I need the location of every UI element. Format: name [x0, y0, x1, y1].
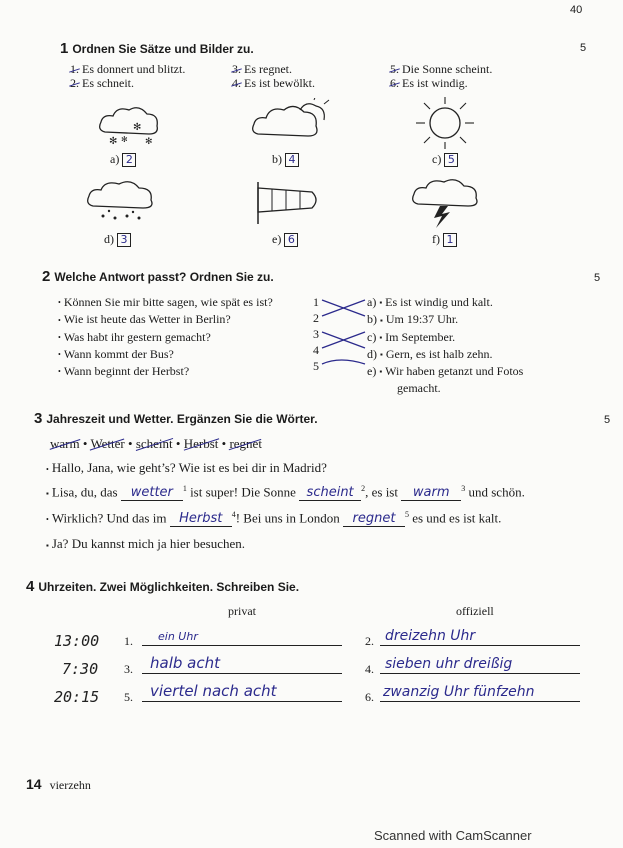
ex2-answer: a) ▪ Es ist windig und kalt. [367, 295, 493, 309]
ex2-question-numbers: 1 2 3 4 5 [313, 295, 319, 373]
ex3-blank-4[interactable]: Herbst [170, 511, 232, 527]
ex1-sentence-3: 3. Es regnet. [232, 62, 292, 76]
ex1-picture-d: d) 3 [104, 232, 131, 247]
ex4-header [26, 578, 299, 596]
ex3-header [34, 410, 318, 428]
svg-text:✻: ✻ [133, 122, 142, 133]
ex4-line-4 [380, 673, 580, 674]
ex2-number: 2 [42, 268, 51, 285]
ex4-line-6 [380, 701, 580, 702]
ex1-picture-b: b) 4 [272, 152, 299, 167]
page-top-number: 40 [570, 4, 583, 16]
ex1-sentence-2: 2. Es schneit. [70, 76, 134, 90]
ex4-answer-2[interactable]: dreizehn Uhr [385, 628, 476, 644]
scanner-watermark: Scanned with CamScanner [374, 828, 532, 843]
ex3-points: 5 [604, 414, 611, 426]
rain-cloud-icon [85, 178, 165, 223]
ex4-line-2 [380, 645, 580, 646]
ex3-blank-2[interactable]: scheint [299, 485, 361, 501]
ex4-number: 4 [26, 578, 35, 595]
ex4-answer-3[interactable]: halb acht [150, 654, 220, 672]
ex4-num-1: 1. [124, 634, 133, 648]
ex3-word-box: warm • Wetter • scheint • Herbst • regnet [50, 436, 262, 451]
ex1-picture-f: f) 1 [432, 232, 457, 247]
ex2-answer: c) ▪ Im September. [367, 329, 456, 344]
ex3-blank-1[interactable]: wetter [121, 485, 183, 501]
ex3-number: 3 [34, 410, 43, 427]
ex4-title: Uhrzeiten. Zwei Möglichkeiten. Schreiben Sie. [38, 580, 300, 594]
ex4-time-2: 7:30 [62, 660, 99, 678]
page-bottom-word: vierzehn [49, 778, 91, 792]
ex2-answers [367, 294, 523, 396]
ex2-answer-continuation: gemacht. [397, 381, 441, 396]
page-footer-number [26, 776, 91, 794]
svg-text:✻: ✻ [109, 136, 118, 145]
ex4-line-5 [142, 701, 342, 702]
ex4-answer-4[interactable]: sieben uhr dreißig [385, 656, 513, 672]
ex3-line-3: • Wirklich? Und das im Herbst $^4$! Bei uns in London regnet $^5$ es und es ist kalt. [46, 510, 502, 527]
ex2-question: • Wann beginnt der Herbst? [58, 364, 190, 378]
ex4-col-offiziell: offiziell [456, 604, 494, 618]
ex4-num-6: 6. [365, 690, 374, 704]
ex3-title: Jahreszeit und Wetter. Ergänzen Sie die Wörter. [46, 412, 318, 426]
svg-text:✻: ✻ [121, 135, 128, 144]
sun-icon [410, 95, 480, 150]
ex1-title: Ordnen Sie Sätze und Bilder zu. [72, 42, 254, 56]
ex1-number: 1 [60, 40, 69, 57]
ex1-sentence-5: 5. Die Sonne scheint. [390, 62, 493, 76]
ex3-line-2: ▪ Lisa, du, das wetter $^1$ ist super! Die Sonne scheint $^2$, es ist warm $^3$ und schön. [46, 484, 525, 501]
ex4-num-2: 2. [365, 634, 374, 648]
ex4-num-4: 4. [365, 662, 374, 676]
page-bottom-number: 14 [26, 776, 42, 792]
ex2-answer: d) ▪ Gern, es ist halb zehn. [367, 346, 493, 361]
ex4-line-3 [142, 673, 342, 674]
svg-text:✻: ✻ [145, 136, 153, 145]
ex2-question: • Können Sie mir bitte sagen, wie spät es ist? [58, 295, 273, 309]
ex4-num-5: 5. [124, 690, 133, 704]
ex1-sentence-4: 4. Es ist bewölkt. [232, 76, 315, 90]
thunderstorm-icon [410, 178, 480, 228]
ex4-num-3: 3. [124, 662, 133, 676]
ex1-sentence-1: 1. Es donnert und blitzt. [70, 62, 186, 76]
ex2-question: • Wie ist heute das Wetter in Berlin? [58, 312, 231, 327]
snow-cloud-icon [95, 100, 165, 145]
cloudy-icon [250, 98, 330, 146]
windsock-icon [250, 180, 330, 225]
ex4-answer-5[interactable]: viertel nach acht [150, 682, 277, 700]
ex4-col-privat: privat [228, 604, 256, 618]
ex3-line-4: ▪ Ja? Du kannst mich ja hier besuchen. [46, 536, 245, 551]
ex4-time-1: 13:00 [54, 632, 100, 650]
ex2-header [42, 268, 274, 286]
ex2-points: 5 [594, 272, 601, 284]
ex2-title: Welche Antwort passt? Ordnen Sie zu. [54, 270, 274, 284]
ex2-questions [58, 294, 273, 380]
ex3-line-1: • Hallo, Jana, wie geht’s? Wie ist es bei dir in Madrid? [46, 460, 327, 475]
ex2-matching-lines [320, 294, 370, 374]
ex2-answer: e) ▪ Wir haben getanzt und Fotos [367, 364, 524, 378]
ex1-picture-a: a) 2 [110, 152, 136, 167]
ex2-answer: b) ▪ Um 19:37 Uhr. [367, 312, 459, 327]
ex1-picture-e: e) 6 [272, 232, 298, 247]
ex4-time-3: 20:15 [54, 688, 100, 706]
ex4-answer-6[interactable]: zwanzig Uhr fünfzehn [383, 684, 535, 700]
ex1-sentence-6: 6. Es ist windig. [390, 76, 468, 90]
ex1-points: 5 [580, 42, 587, 54]
ex2-question: • Was habt ihr gestern gemacht? [58, 329, 211, 344]
ex1-header [60, 40, 254, 58]
ex4-line-1 [142, 645, 342, 646]
ex3-blank-5[interactable]: regnet [343, 511, 405, 527]
ex1-picture-c: c) 5 [432, 152, 458, 167]
ex3-blank-3[interactable]: warm [401, 485, 461, 501]
ex4-answer-1[interactable]: ein Uhr [158, 630, 198, 643]
ex2-question: • Wann kommt der Bus? [58, 346, 174, 361]
